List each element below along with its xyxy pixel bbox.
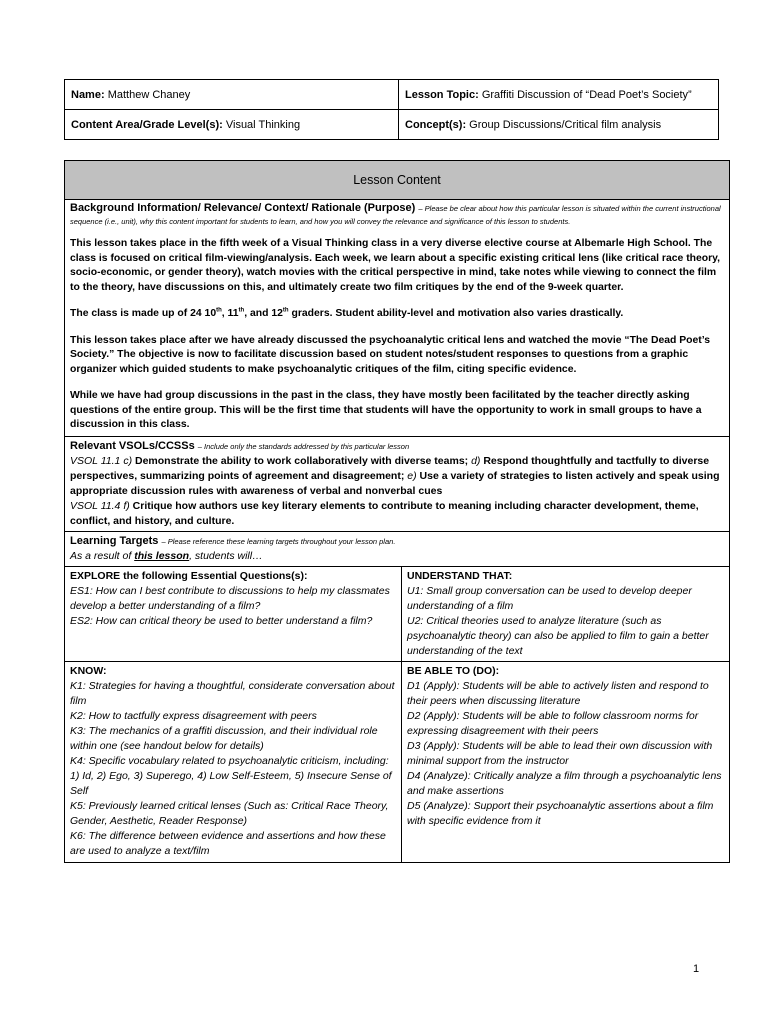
understand-heading: UNDERSTAND THAT: [407, 569, 513, 582]
vsols-section [65, 436, 730, 531]
vsols-heading: Relevant VSOLs/CCSSs [70, 439, 195, 452]
learning-targets-section [65, 531, 730, 566]
be-able-to-heading: BE ABLE TO (DO): [407, 664, 500, 677]
background-note: – Please be clear about how this particular lesson is situated within the current instructional sequence (i.e., unit), why this content important for students to learn, and how you will convey the relevance and significance of this lesson to students. [70, 204, 721, 226]
explore-heading: EXPLORE the following Essential Questions(s): [70, 569, 308, 582]
name-label: Name: [71, 88, 105, 101]
learning-targets-note: – Please reference these learning targets throughout your lesson plan. [161, 536, 396, 546]
background-paragraph-3: This lesson takes place after we have already discussed the psychoanalytic critical lens and watched the movie “The Dead Poet’s Society.” The objective is now to facilitate discussion based on student notes/student responses to questions from a graphic organizer which guided students to make psychoanalytic critiques of the film, citing specific evidence. [70, 334, 711, 375]
content-area-label: Content Area/Grade Level(s): [71, 118, 223, 131]
do-item-3: D3 (Apply): Students will be able to lead their own discussion with minimal support from the instructor [407, 739, 713, 767]
essential-question-1: ES1: How can I best contribute to discussions to help my classmates develop a better understanding of a film? [70, 584, 390, 612]
background-section [65, 200, 730, 437]
name-cell [65, 80, 399, 110]
concepts-label: Concept(s): [405, 118, 467, 131]
lesson-content-title: Lesson Content [65, 161, 730, 200]
know-item-3: K3: The mechanics of a graffiti discussion, and their individual role within one (see handout below for details) [70, 724, 378, 752]
do-item-4: D4 (Analyze): Critically analyze a film through a psychoanalytic lens and make assertions [407, 769, 722, 797]
content-area-cell [65, 110, 399, 140]
topic-cell [399, 80, 719, 110]
concepts-value: Group Discussions/Critical film analysis [469, 118, 662, 131]
lesson-content-table [64, 160, 730, 863]
content-area-value: Visual Thinking [225, 118, 301, 131]
understanding-2: U2: Critical theories used to analyze literature (such as psychoanalytic theory) can also be applied to film to gain a better understanding of the text [407, 614, 709, 657]
learning-targets-intro: As a result of this lesson, students will… [70, 549, 263, 562]
background-paragraph-1: This lesson takes place in the fifth week of a Visual Thinking class in a very diverse elective course at Albemarle High School. The class is focused on critical film-viewing/analysis. Each week, we learn about a specific existing critical lens (like critical race theory, socio-economic, or gender theory), watch movies with the critical perspective in mind, take notes while viewing to connect the film to the theory, have discussions on this, and ultimately create two film critiques by the end of the 9-week quarter. [70, 238, 721, 293]
essential-question-2: ES2: How can critical theory be used to better understand a film? [70, 614, 373, 627]
topic-value: Graffiti Discussion of “Dead Poet’s Society” [481, 88, 692, 101]
do-item-2: D2 (Apply): Students will be able to follow classroom norms for expressing disagreement with their peers [407, 709, 699, 737]
know-item-4: K4: Specific vocabulary related to psychoanalytic criticism, including: 1) Id, 2) Ego, 3) Superego, 4) Low Self-Esteem, 5) Insecure Sense of Self [70, 754, 392, 797]
do-item-5: D5 (Analyze): Support their psychoanalytic assertions about a film with specific evidence from it [407, 799, 714, 827]
topic-label: Lesson Topic: [405, 88, 479, 101]
do-item-1: D1 (Apply): Students will be able to actively listen and respond to their peers when discussing literature [407, 679, 709, 707]
know-cell [65, 661, 402, 862]
vsol-11-4: VSOL 11.4 f) Critique how authors use key literary elements to contribute to meaning including character development, theme, conflict, and history, and culture. [70, 499, 699, 527]
background-paragraph-2: The class is made up of 24 10th, 11th, and 12th graders. Student ability-level and motivation also varies drastically. [70, 307, 624, 319]
vsol-11-1: VSOL 11.1 c) Demonstrate the ability to work collaboratively with diverse teams; d) Respond thoughtfully and tactfully to diverse perspectives, summarizing points of agreement and disagreement; e) Use a variety of strategies to listen actively and speak using appropriate discussion rules with awareness of verbal and nonverbal cues [70, 454, 720, 497]
know-item-1: K1: Strategies for having a thoughtful, considerate conversation about film [70, 679, 395, 707]
header-table [64, 79, 719, 140]
vsols-note: – Include only the standards addressed by this particular lesson [197, 441, 410, 451]
learning-targets-heading: Learning Targets [70, 534, 159, 547]
understanding-1: U1: Small group conversation can be used to develop deeper understanding of a film [407, 584, 692, 612]
know-heading: KNOW: [70, 664, 107, 677]
background-paragraph-4: While we have had group discussions in the past in the class, they have mostly been facilitated by the teacher directly asking questions of the entire group. This will be the first time that students will have the opportunity to work in small groups to have a discussion in this class. [70, 390, 702, 430]
page-number: 1 [693, 963, 700, 975]
know-item-5: K5: Previously learned critical lenses (Such as: Critical Race Theory, Gender, Aesthetic, Reader Response) [70, 799, 389, 827]
be-able-to-cell [402, 661, 730, 862]
name-value: Matthew Chaney [107, 88, 191, 101]
explore-cell [65, 566, 402, 661]
concepts-cell [399, 110, 719, 140]
background-heading: Background Information/ Relevance/ Context/ Rationale (Purpose) [70, 202, 416, 214]
know-item-2: K2: How to tactfully express disagreement with peers [70, 709, 317, 722]
understand-cell [402, 566, 730, 661]
know-item-6: K6: The difference between evidence and assertions and how these are used to analyze a text/film [70, 829, 386, 857]
